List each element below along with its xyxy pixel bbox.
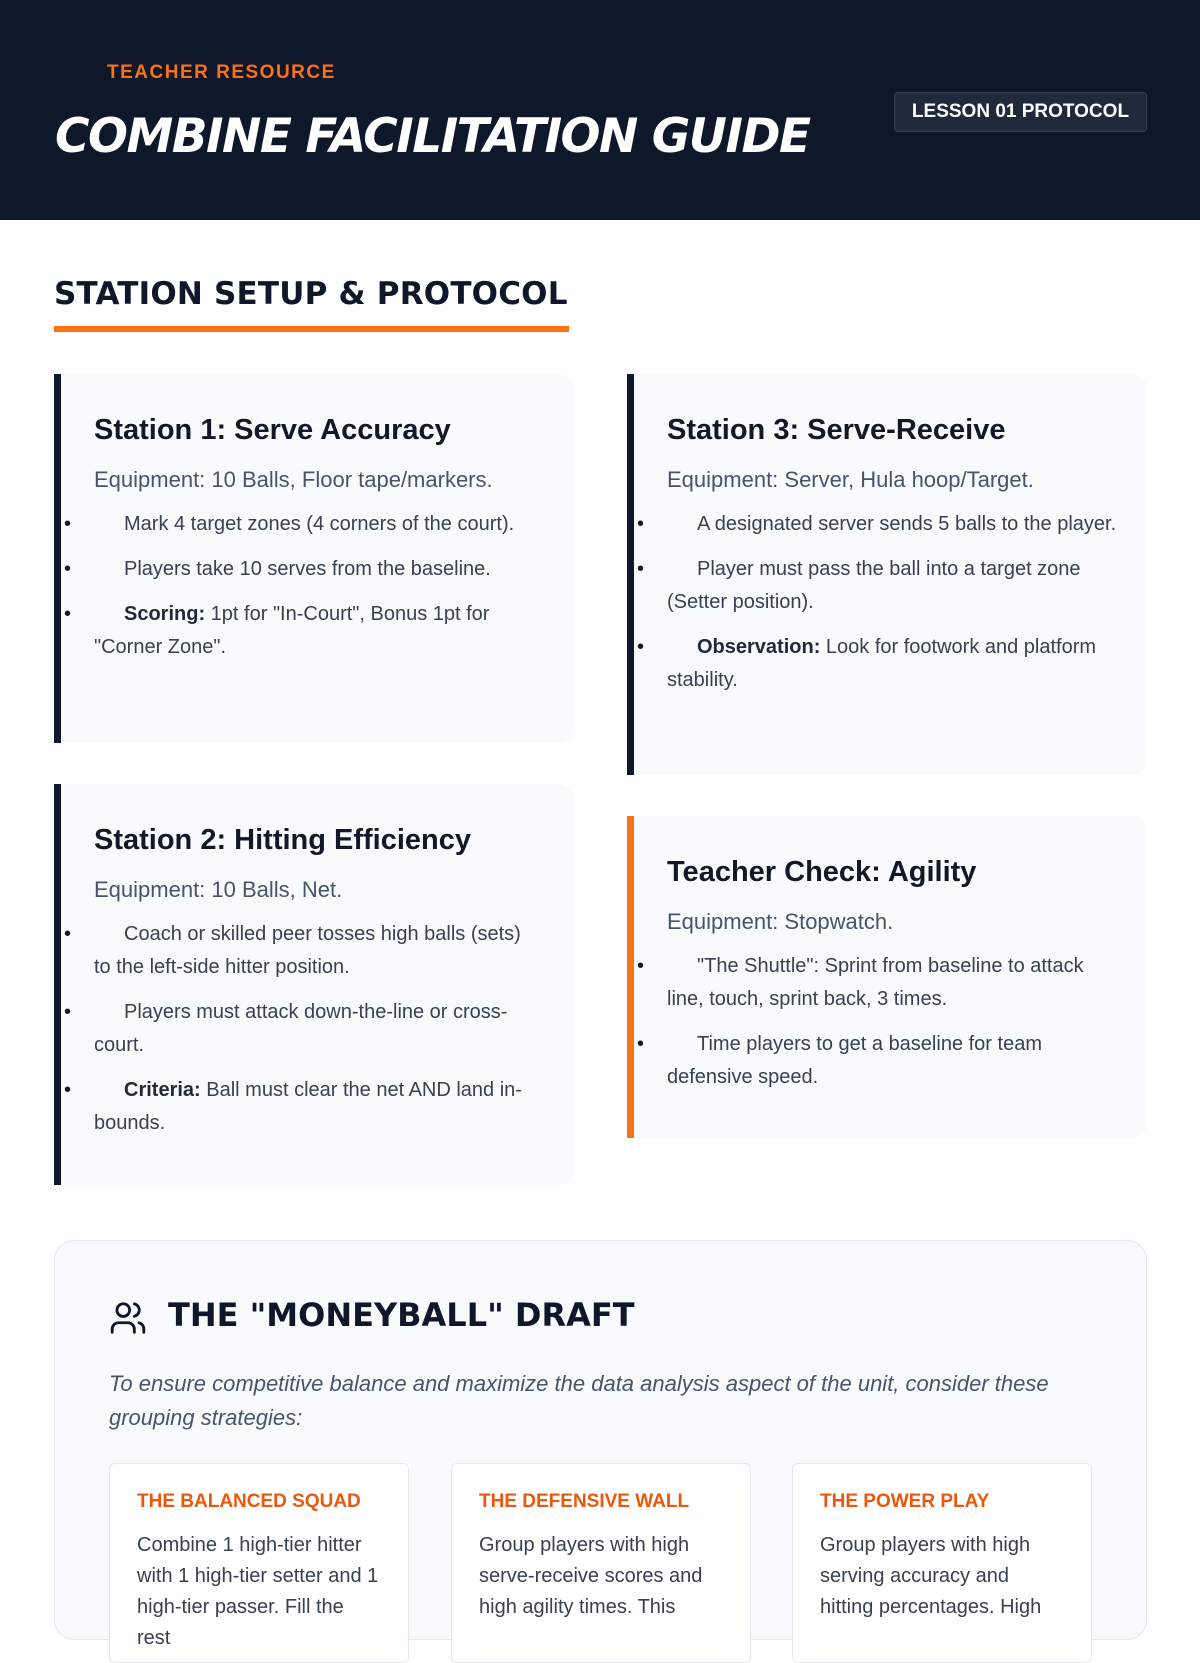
- station-bullets: [667, 950, 1117, 1094]
- list-item: • Observation: Look for footwork and platform stability.: [667, 631, 1117, 697]
- users-icon: [109, 1299, 147, 1337]
- station-equipment: Equipment: 10 Balls, Net.: [94, 877, 343, 902]
- bullet-label: Observation:: [697, 636, 821, 658]
- station-card-serve-accuracy: [54, 374, 573, 743]
- strategy-card-balanced-squad: [109, 1463, 409, 1663]
- page-title: COMBINE FACILITATION GUIDE: [55, 109, 810, 164]
- strategy-text: Combine 1 high-tier hitter with 1 high-tier setter and 1 high-tier passer. Fill the rest: [137, 1534, 379, 1649]
- teacher-check-card-agility: [627, 816, 1147, 1138]
- draft-intro: To ensure competitive balance and maximize the data analysis aspect of the unit, consider these grouping strategies:: [109, 1371, 1049, 1430]
- station-bullets: [94, 918, 543, 1140]
- list-item: • Coach or skilled peer tosses high balls (sets) to the left-side hitter position.: [94, 918, 543, 984]
- list-item: • Criteria: Ball must clear the net AND land in-bounds.: [94, 1074, 543, 1140]
- station-bullets: [94, 508, 543, 664]
- strategy-text: Group players with high serve-receive scores and high agility times. This: [479, 1534, 703, 1618]
- section-title: STATION SETUP & PROTOCOL: [54, 276, 568, 312]
- list-item: • "The Shuttle": Sprint from baseline to attack line, touch, sprint back, 3 times.: [667, 950, 1117, 1016]
- list-item: • Scoring: 1pt for "In-Court", Bonus 1pt for "Corner Zone".: [94, 598, 543, 664]
- station-title: Station 1: Serve Accuracy: [94, 414, 451, 446]
- station-title: Teacher Check: Agility: [667, 856, 977, 888]
- strategy-card-power-play: [792, 1463, 1092, 1663]
- station-card-hitting-efficiency: [54, 784, 573, 1185]
- station-title: Station 2: Hitting Efficiency: [94, 824, 472, 856]
- strategy-card-defensive-wall: [451, 1463, 751, 1663]
- list-item: • Players must attack down-the-line or cross-court.: [94, 996, 543, 1062]
- station-equipment: Equipment: Server, Hula hoop/Target.: [667, 467, 1034, 492]
- list-item: • Players take 10 serves from the baseline.: [94, 553, 543, 586]
- list-item: • A designated server sends 5 balls to the player.: [667, 508, 1117, 541]
- station-equipment: Equipment: 10 Balls, Floor tape/markers.: [94, 467, 493, 492]
- draft-title: THE "MONEYBALL" DRAFT: [168, 1296, 635, 1334]
- bullet-label: Criteria:: [124, 1079, 201, 1101]
- page-header: [0, 0, 1200, 220]
- station-card-serve-receive: [627, 374, 1147, 775]
- station-equipment: Equipment: Stopwatch.: [667, 909, 894, 934]
- section-underline: [54, 326, 569, 332]
- list-item: • Time players to get a baseline for team defensive speed.: [667, 1028, 1117, 1094]
- bullet-label: Scoring:: [124, 603, 206, 625]
- list-item: • Player must pass the ball into a target zone (Setter position).: [667, 553, 1117, 619]
- station-title: Station 3: Serve-Receive: [667, 414, 1006, 446]
- strategy-title: THE POWER PLAY: [820, 1491, 990, 1512]
- list-item: • Mark 4 target zones (4 corners of the court).: [94, 508, 543, 541]
- strategy-title: THE DEFENSIVE WALL: [479, 1491, 690, 1512]
- station-bullets: [667, 508, 1117, 697]
- header-eyebrow: TEACHER RESOURCE: [107, 62, 336, 83]
- strategy-text: Group players with high serving accuracy and hitting percentages. High: [820, 1534, 1042, 1618]
- lesson-badge: LESSON 01 PROTOCOL: [894, 92, 1147, 132]
- strategy-title: THE BALANCED SQUAD: [137, 1491, 361, 1512]
- moneyball-draft-panel: [54, 1240, 1147, 1649]
